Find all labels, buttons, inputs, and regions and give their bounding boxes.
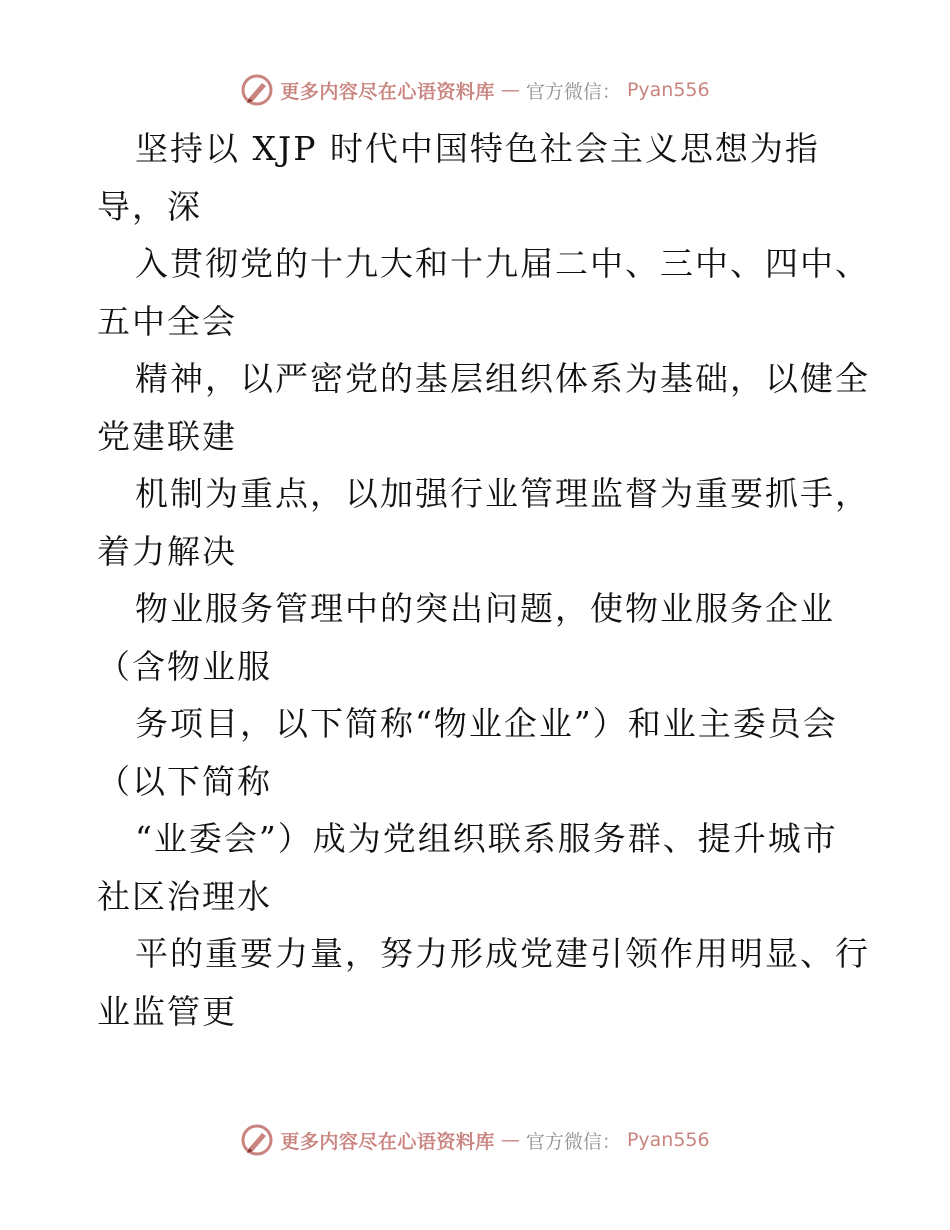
pen-logo-icon: [240, 73, 274, 107]
body-line: “业委会”）成为党组织联系服务群、提升城市: [135, 819, 838, 858]
body-line: 五中全会: [97, 301, 237, 341]
body-line: 社区治理水: [97, 876, 272, 916]
body-line: 平的重要力量，努力形成党建引领作用明显、行: [135, 934, 870, 973]
pen-logo-icon: [240, 1123, 274, 1157]
watermark-separator: —: [500, 1129, 520, 1151]
footer-watermark: [0, 1120, 950, 1160]
document-body: [97, 120, 870, 1040]
body-line: 坚持以 XJP 时代中国特色社会主义思想为指: [135, 129, 820, 168]
header-watermark: [0, 70, 950, 110]
watermark-separator: —: [500, 79, 520, 101]
body-line: （含物业服: [97, 646, 272, 686]
watermark-wechat-id: Pyan556: [626, 1129, 710, 1151]
body-line: 精神，以严密党的基层组织体系为基础，以健全: [135, 359, 870, 398]
body-line: 党建联建: [97, 416, 237, 456]
body-line: 机制为重点，以加强行业管理监督为重要抓手，: [135, 474, 870, 513]
watermark-wechat-id: Pyan556: [626, 79, 710, 101]
watermark-brand: 更多内容尽在心语资料库: [280, 1130, 495, 1153]
body-line: 务项目，以下简称“物业企业”）和业主委员会: [135, 704, 838, 743]
body-line: 着力解决: [97, 531, 237, 571]
body-line: 导，深: [97, 186, 202, 226]
watermark-brand: 更多内容尽在心语资料库: [280, 80, 495, 103]
body-line: 入贯彻党的十九大和十九届二中、三中、四中、: [135, 244, 870, 283]
body-line: 物业服务管理中的突出问题，使物业服务企业: [135, 589, 835, 628]
watermark-official-label: 官方微信：: [525, 1130, 621, 1153]
body-line: 业监管更: [97, 991, 237, 1031]
body-line: （以下简称: [97, 761, 272, 801]
watermark-official-label: 官方微信：: [525, 80, 621, 103]
